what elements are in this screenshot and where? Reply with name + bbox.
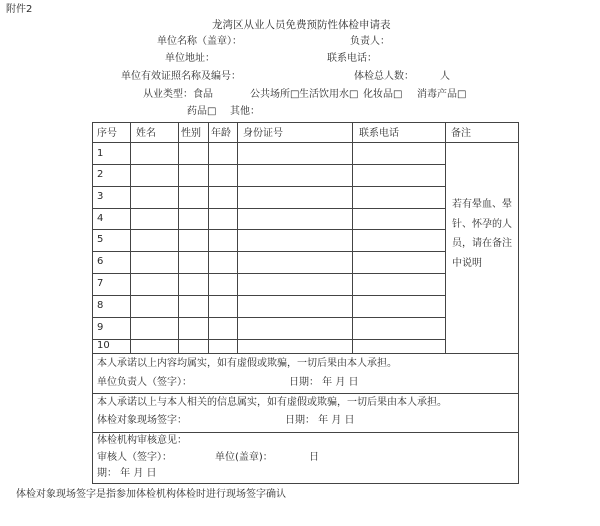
commitment-unit-text: 本人承诺以上内容均属实，如有虚假或欺骗，一切后果由本人承担。 — [97, 358, 397, 369]
unit-seal-label: 单位(盖章)： — [215, 452, 273, 463]
row-number: 9 — [97, 322, 104, 333]
drugs-option: 药品□ — [187, 106, 217, 117]
industry-type-label: 从业类型：食品 — [143, 89, 213, 100]
row-number: 3 — [97, 191, 104, 202]
contact-phone-label: 联系电话： — [327, 53, 377, 64]
header-id: 身份证号 — [243, 128, 283, 139]
unit-head-signature-label: 单位负责人（签字）： — [97, 377, 192, 388]
cosmetics-option: 化妆品□ — [363, 89, 403, 100]
row-number: 2 — [97, 169, 104, 180]
people-unit: 人 — [440, 71, 450, 82]
license-label: 单位有效证照名称及编号： — [121, 71, 241, 82]
remark-note: 若有晕血、晕针、怀孕的人员，请在备注中说明 — [452, 199, 512, 269]
header-phone: 联系电话 — [359, 128, 399, 139]
header-age: 年龄 — [211, 128, 231, 139]
commitment-person-text: 本人承诺以上与本人相关的信息属实，如有虚假或欺骗，一切后果由本人承担。 — [97, 397, 447, 408]
row-number: 10 — [97, 340, 110, 351]
date-tail: 日 — [309, 452, 319, 463]
total-people-label: 体检总人数： — [354, 71, 414, 82]
unit-name-label: 单位名称（盖章）： — [157, 36, 242, 47]
footnote: 体检对象现场签字是指参加体检机构体检时进行现场签字确认 — [16, 489, 286, 500]
row-number: 1 — [97, 148, 104, 159]
drinking-water-option: 生活饮用水□ — [299, 89, 359, 100]
header-name: 姓名 — [136, 128, 156, 139]
form-title: 龙湾区从业人员免费预防性体检申请表 — [212, 19, 391, 31]
application-table — [92, 122, 518, 484]
attachment-label: 附件2 — [6, 4, 33, 15]
header-seq: 序号 — [97, 128, 117, 139]
row-number: 8 — [97, 300, 104, 311]
review-date-line: 期： 年 月 日 — [97, 468, 157, 479]
row-number: 4 — [97, 213, 104, 224]
row-number: 7 — [97, 278, 104, 289]
disinfection-option: 消毒产品□ — [417, 89, 467, 100]
public-place-option: 公共场所□ — [250, 89, 300, 100]
examinee-date-label: 日期： 年 月 日 — [285, 415, 355, 426]
header-remark: 备注 — [451, 128, 471, 139]
examinee-signature-label: 体检对象现场签字： — [97, 415, 187, 426]
review-opinion-label: 体检机构审核意见： — [97, 435, 187, 446]
responsible-label: 负责人： — [350, 36, 390, 47]
unit-date-label: 日期： 年 月 日 — [289, 377, 359, 388]
row-number: 5 — [97, 234, 104, 245]
reviewer-signature-label: 审核人（签字）： — [97, 452, 172, 463]
header-gender: 性别 — [181, 128, 201, 139]
other-label: 其他： — [230, 106, 260, 117]
row-number: 6 — [97, 256, 104, 267]
unit-address-label: 单位地址： — [165, 53, 215, 64]
